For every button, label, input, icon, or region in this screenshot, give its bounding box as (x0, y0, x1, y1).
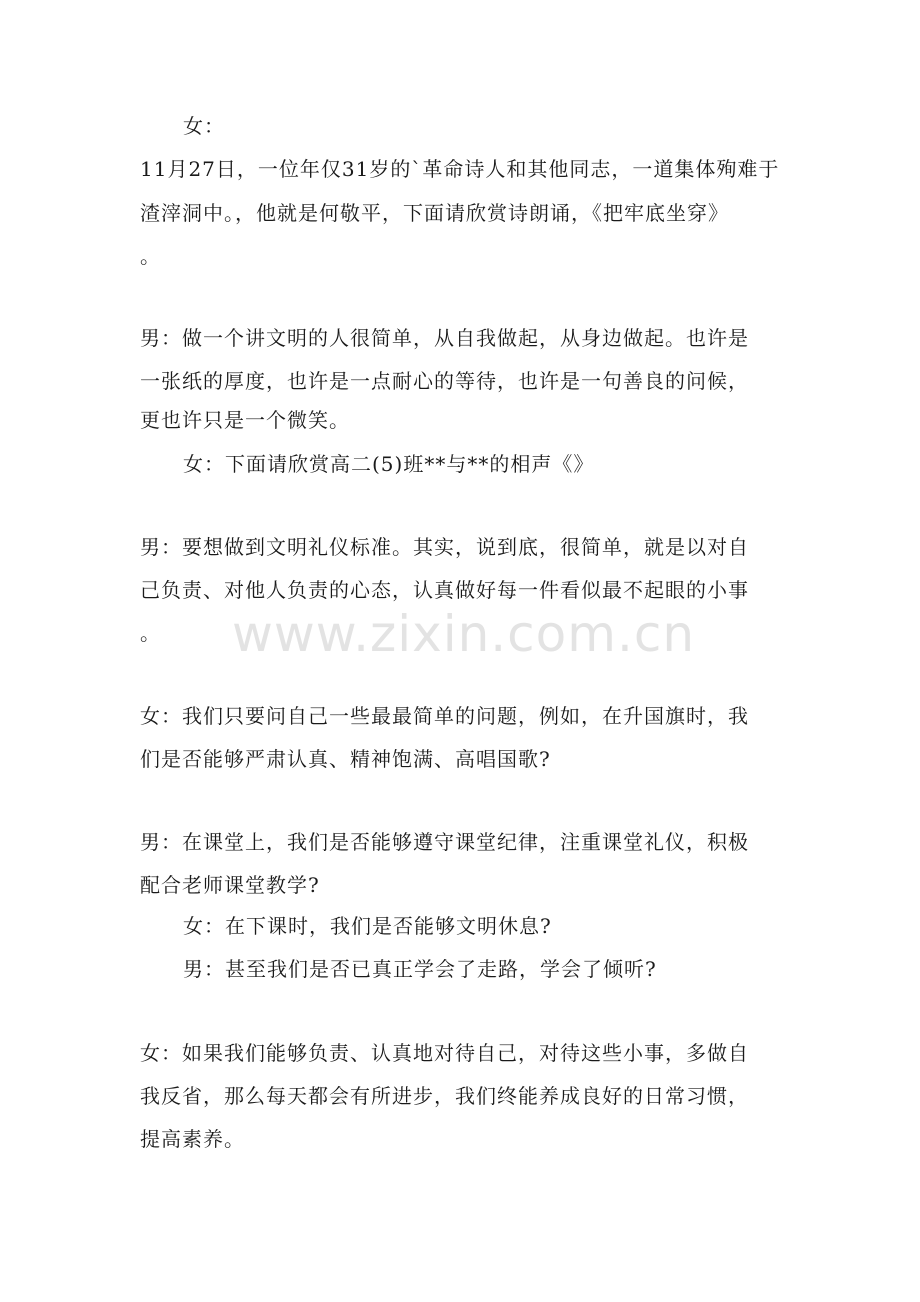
speaker-line: 男：甚至我们是否已真正学会了走路，学会了倾听? (183, 957, 657, 981)
paragraph-line: 女：我们只要问自己一些最最简单的问题，例如，在升国旗时，我 (140, 704, 749, 728)
paragraph-line: 女：如果我们能够负责、认真地对待自己，对待这些小事，多做自 (140, 1041, 749, 1065)
paragraph-line: 。 (140, 244, 161, 268)
paragraph-line: 。 (140, 621, 161, 645)
speaker-line: 女：下面请欣赏高二(5)班**与**的相声《》 (183, 452, 595, 476)
paragraph-line: 男：做一个讲文明的人很简单，从自我做起，从身边做起。也许是 (140, 326, 749, 350)
paragraph-line: 一张纸的厚度，也许是一点耐心的等待，也许是一句善良的问候， (140, 369, 749, 393)
speaker-line: 女： (183, 114, 225, 138)
paragraph-line: 们是否能够严肃认真、精神饱满、高唱国歌? (140, 747, 551, 771)
paragraph-line: 更也许只是一个微笑。 (140, 408, 350, 432)
paragraph-line: 己负责、对他人负责的心态，认真做好每一件看似最不起眼的小事 (140, 578, 749, 602)
paragraph-line: 提高素养。 (140, 1127, 245, 1151)
paragraph-line: 配合老师课堂教学? (140, 873, 320, 897)
watermark: www.zixin.com.cn (232, 605, 696, 663)
speaker-line: 女：在下课时，我们是否能够文明休息? (183, 914, 552, 938)
paragraph-line: 渣滓洞中。，他就是何敬平，下面请欣赏诗朗诵，《把牢底坐穿》 (140, 201, 729, 225)
paragraph-line: 男：在课堂上，我们是否能够遵守课堂纪律，注重课堂礼仪，积极 (140, 830, 749, 854)
paragraph-line: 11月27日，一位年仅31岁的`革命诗人和其他同志，一道集体殉难于 (140, 157, 780, 181)
paragraph-line: 男：要想做到文明礼仪标准。其实，说到底，很简单，就是以对自 (140, 535, 749, 559)
paragraph-line: 我反省，那么每天都会有所进步，我们终能养成良好的日常习惯， (140, 1084, 749, 1108)
